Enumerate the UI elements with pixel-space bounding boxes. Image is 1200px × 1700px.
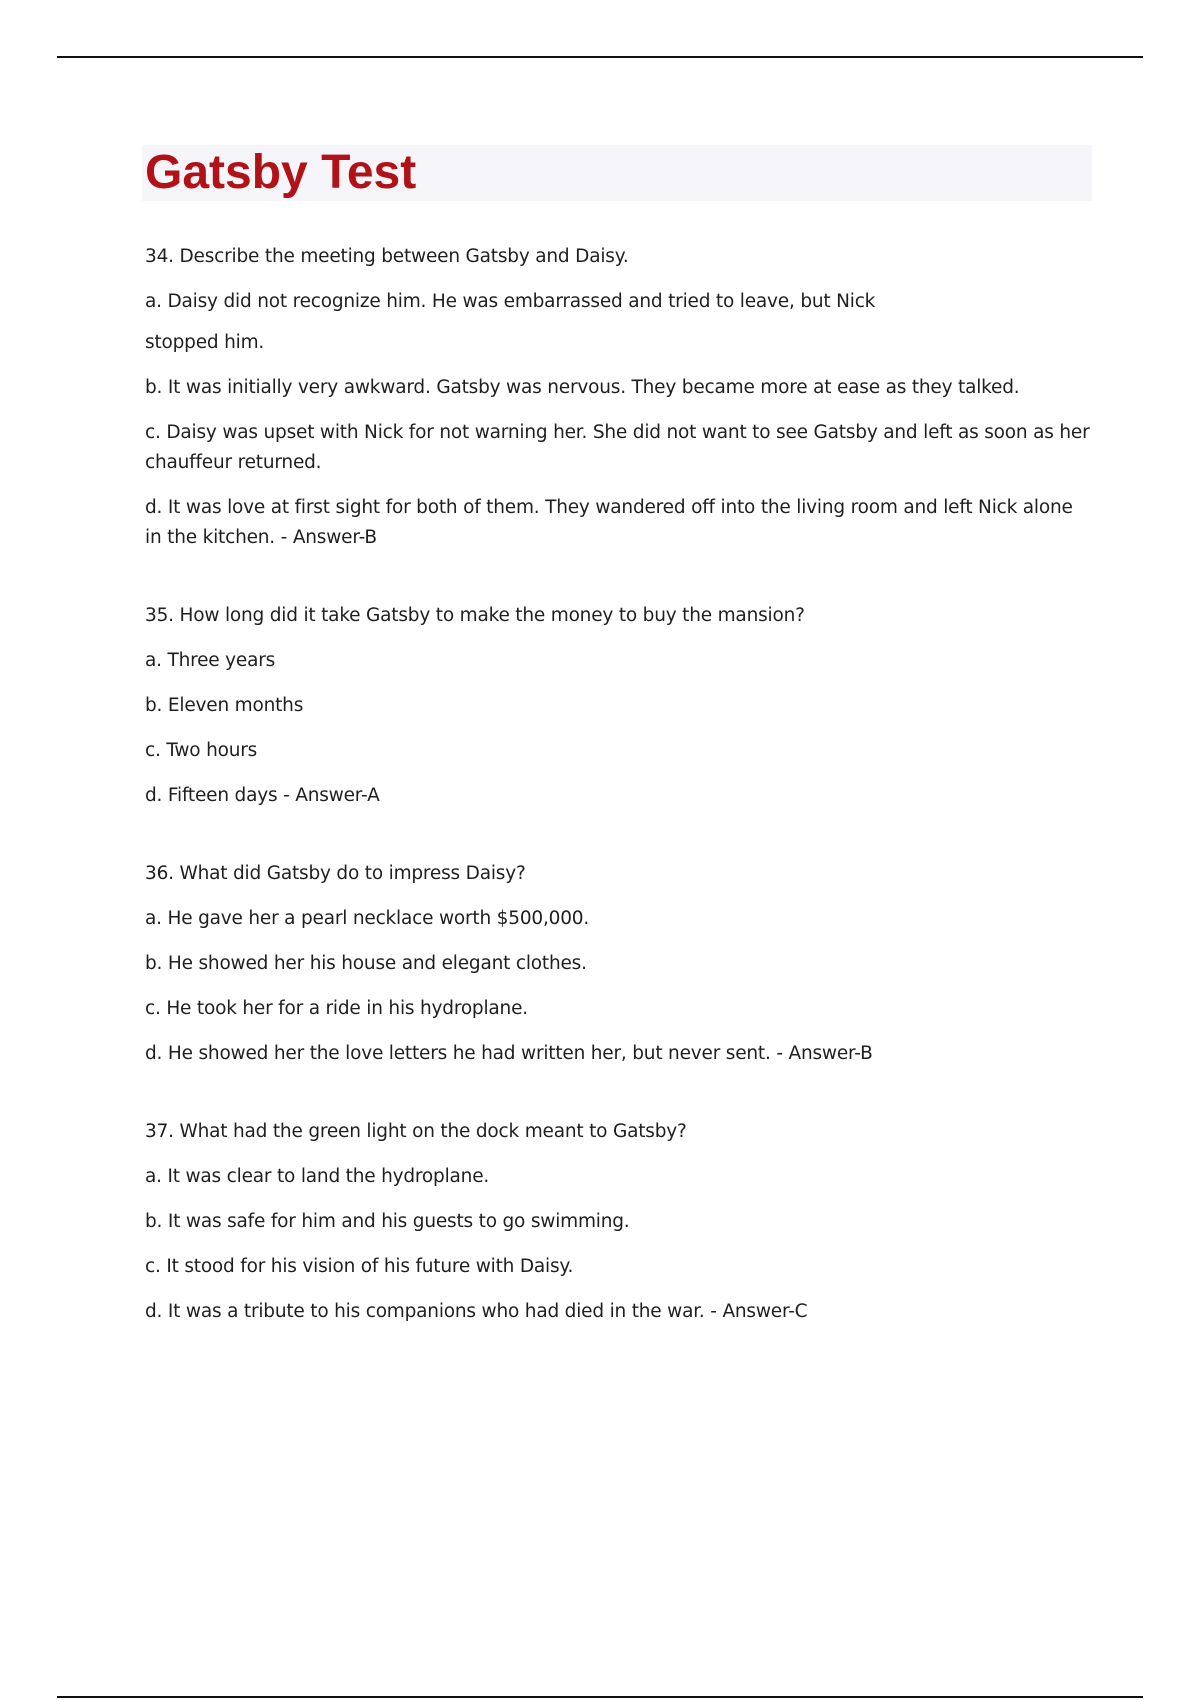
question-37 — [145, 1117, 1090, 1327]
question-36 — [145, 859, 1090, 1069]
option-d-answer: d. It was a tribute to his companions who had died in the war. - Answer-C — [145, 1301, 808, 1322]
option-d-answer: d. Fifteen days - Answer-A — [145, 785, 380, 806]
option-b: b. It was safe for him and his guests to go swimming. — [145, 1211, 630, 1232]
question-text: 37. What had the green light on the dock meant to Gatsby? — [145, 1121, 687, 1142]
option-c: c. It stood for his vision of his future with Daisy. — [145, 1256, 574, 1277]
question-text: 34. Describe the meeting between Gatsby and Daisy. — [145, 246, 629, 267]
option-b: b. Eleven months — [145, 695, 304, 716]
option-c: c. He took her for a ride in his hydroplane. — [145, 998, 528, 1019]
option-c: c. Daisy was upset with Nick for not warning her. She did not want to see Gatsby and left as soon as her chauffeur returned. — [145, 422, 1090, 473]
option-d-answer: d. It was love at first sight for both of them. They wandered off into the living room and left Nick alone in the kitchen. - Answer-B — [145, 497, 1073, 548]
option-a: a. Three years — [145, 650, 276, 671]
option-b: b. It was initially very awkward. Gatsby was nervous. They became more at ease as they talked. — [145, 377, 1020, 398]
option-a: a. It was clear to land the hydroplane. — [145, 1166, 490, 1187]
option-a: a. He gave her a pearl necklace worth $500,000. — [145, 908, 590, 929]
option-b: b. He showed her his house and elegant clothes. — [145, 953, 587, 974]
option-a: a. Daisy did not recognize him. He was embarrassed and tried to leave, but Nick — [145, 291, 876, 312]
top-rule — [57, 56, 1143, 58]
bottom-rule — [57, 1696, 1143, 1698]
question-text: 35. How long did it take Gatsby to make the money to buy the mansion? — [145, 605, 805, 626]
option-a-continued: stopped him. — [145, 332, 265, 353]
questions-container — [145, 242, 1090, 1375]
question-34 — [145, 242, 1090, 553]
document-title: Gatsby Test — [145, 146, 417, 199]
option-d-answer: d. He showed her the love letters he had written her, but never sent. - Answer-B — [145, 1043, 873, 1064]
question-text: 36. What did Gatsby do to impress Daisy? — [145, 863, 526, 884]
option-c: c. Two hours — [145, 740, 258, 761]
question-35 — [145, 601, 1090, 811]
